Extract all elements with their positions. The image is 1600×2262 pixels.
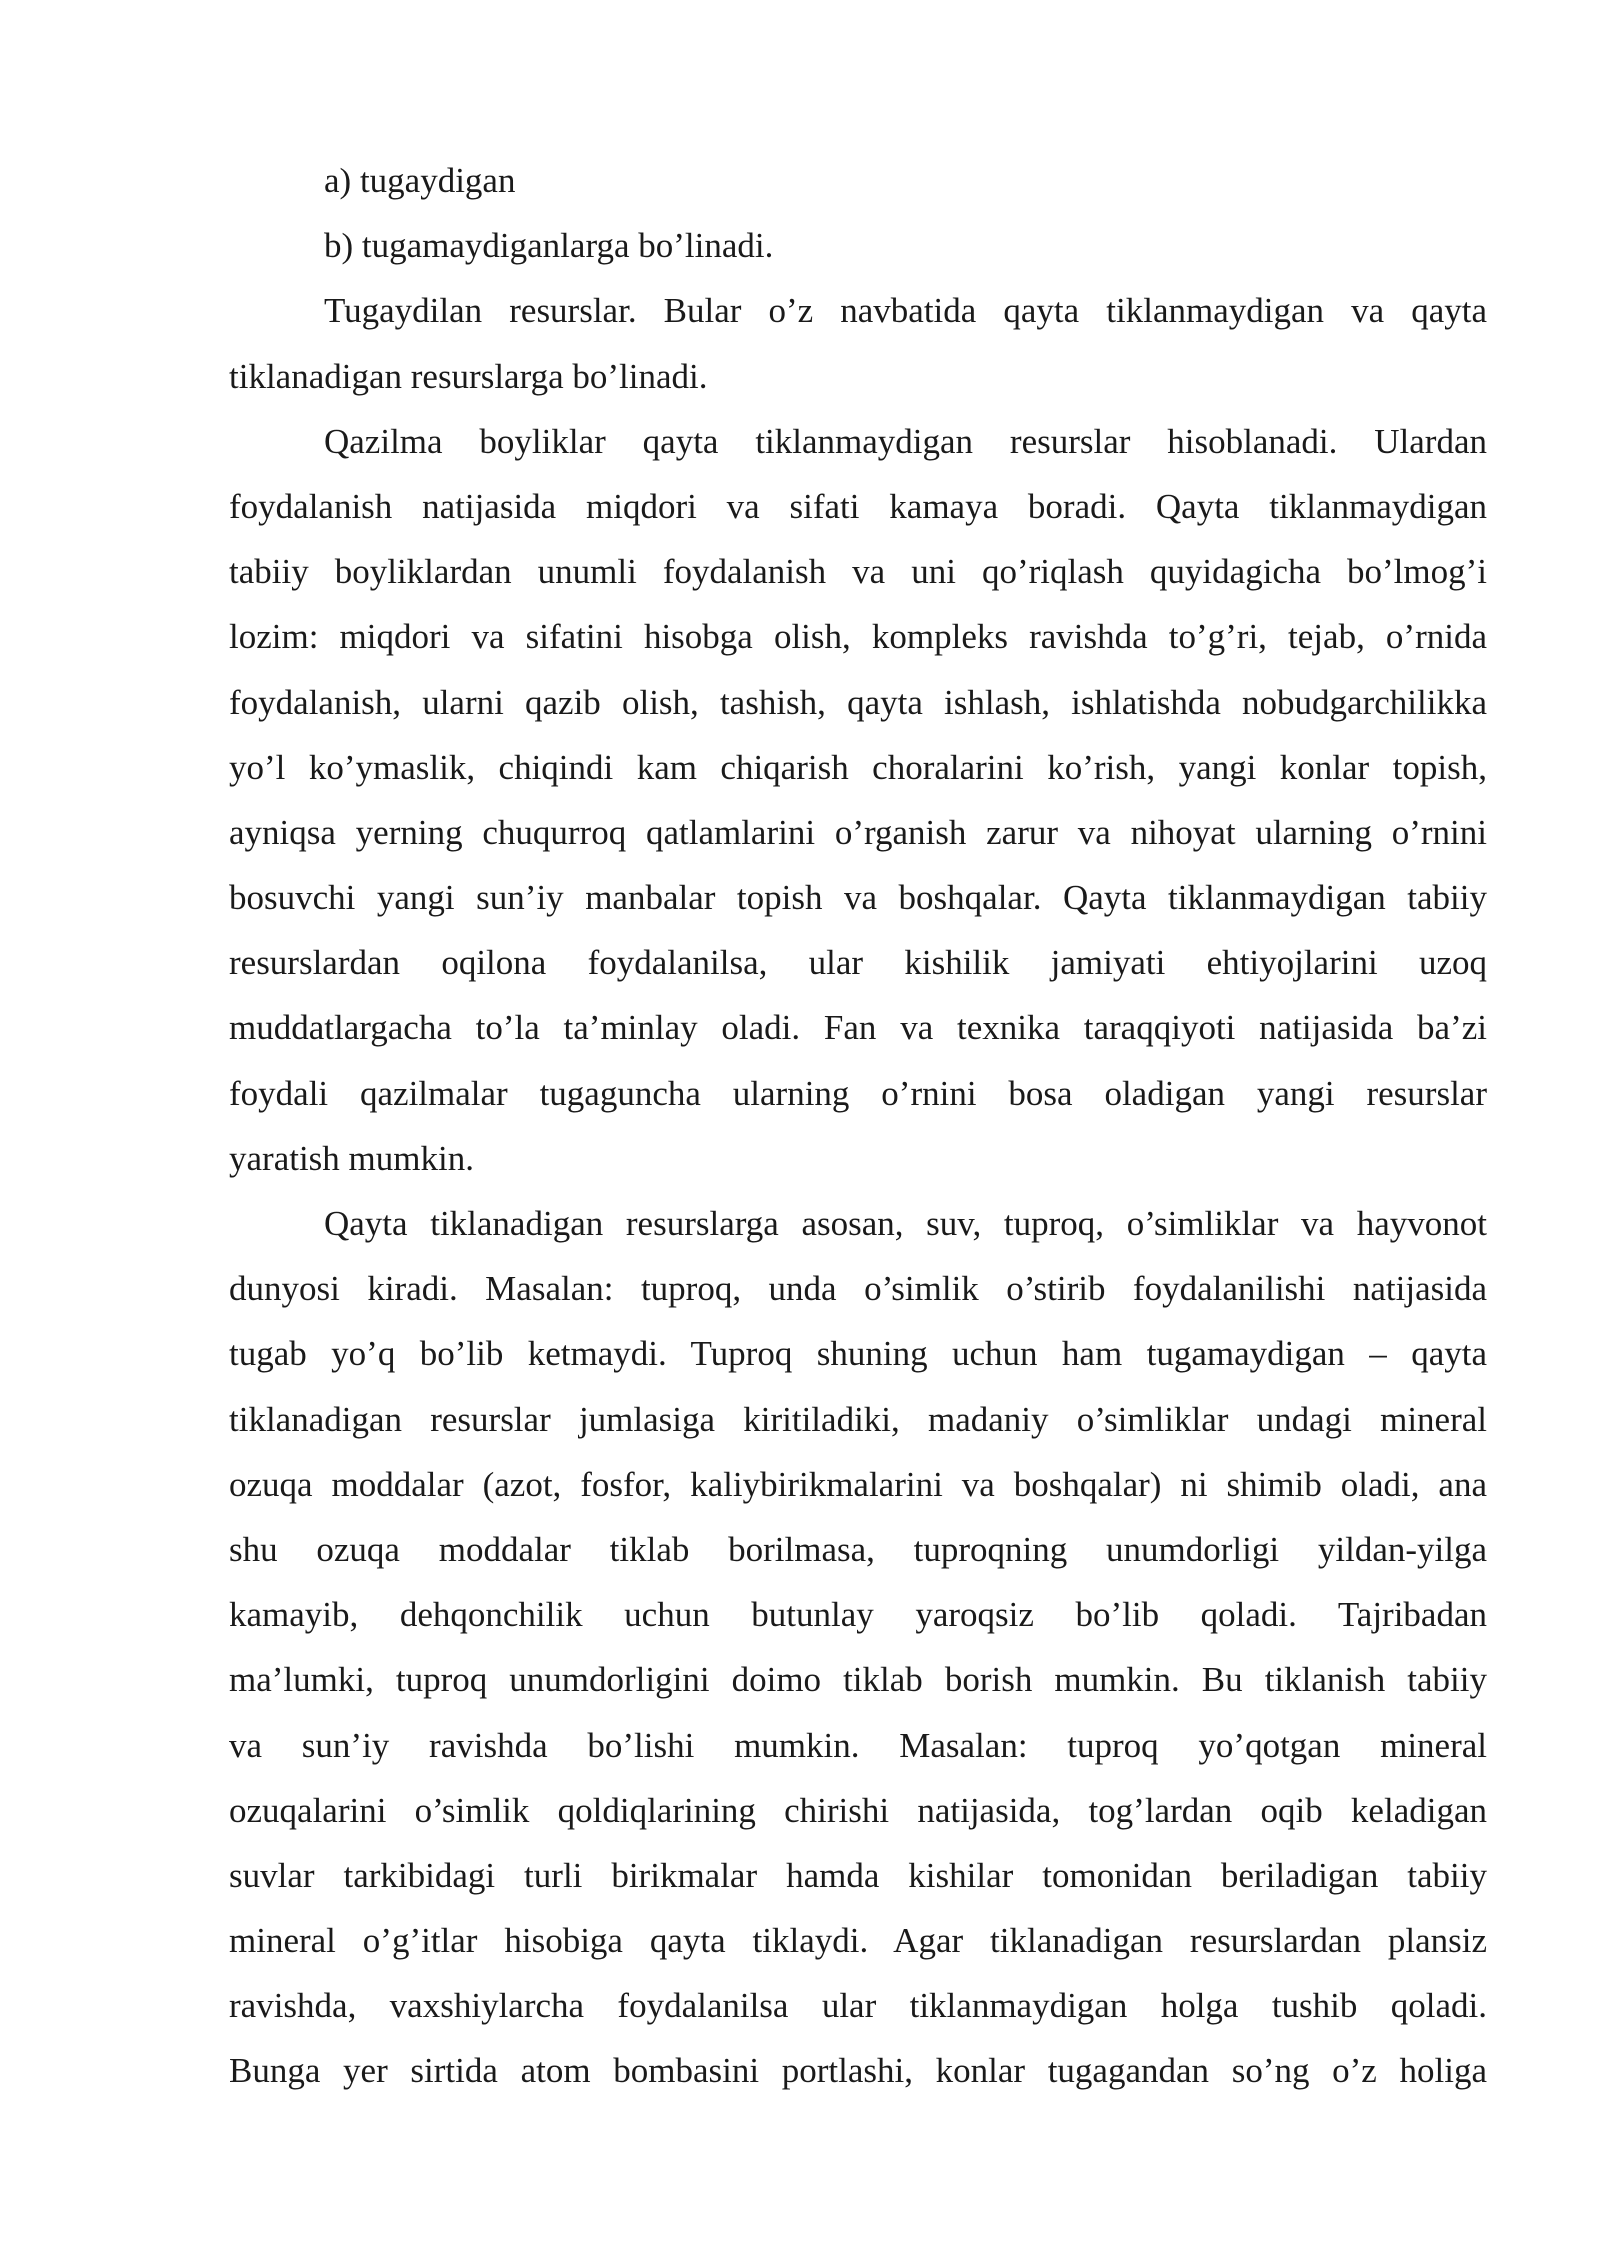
paragraph-line: foydalanish, ularni qazib olish, tashish, qayta ishlash, ishlatishda nobudgarchilikka: [229, 682, 1487, 722]
paragraph-line: lozim: miqdori va sifatini hisobga olish, kompleks ravishda to’g’ri, tejab, o’rnida: [229, 617, 1487, 657]
paragraph-line: resurslardan oqilona foydalanilsa, ular kishilik jamiyati ehtiyojlarini uzoq: [229, 943, 1487, 983]
paragraph-line: ozuqalarini o’simlik qoldiqlarining chirishi natijasida, tog’lardan oqib keladigan: [229, 1790, 1487, 1830]
paragraph-line: tiklanadigan resurslarga bo’linadi.: [229, 356, 708, 396]
paragraph-line: ravishda, vaxshiylarcha foydalanilsa ular tiklanmaydigan holga tushib qoladi.: [229, 1986, 1487, 2026]
paragraph-line: ayniqsa yerning chuqurroq qatlamlarini o’rganish zarur va nihoyat ularning o’rnini: [229, 812, 1487, 852]
paragraph-line: va sun’iy ravishda bo’lishi mumkin. Masalan: tuproq yo’qotgan mineral: [229, 1725, 1487, 1765]
paragraph-line: Qazilma boyliklar qayta tiklanmaydigan resurslar hisoblanadi. Ulardan: [324, 421, 1487, 461]
paragraph-line: tiklanadigan resurslar jumlasiga kiritiladiki, madaniy o’simliklar undagi mineral: [229, 1399, 1487, 1439]
paragraph-line: tabiiy boyliklardan unumli foydalanish va uni qo’riqlash quyidagicha bo’lmog’i: [229, 552, 1487, 592]
paragraph-line: foydalanish natijasida miqdori va sifati kamaya boradi. Qayta tiklanmaydigan: [229, 486, 1487, 526]
paragraph-line: Bunga yer sirtida atom bombasini portlashi, konlar tugagandan so’ng o’z holiga: [229, 2051, 1487, 2091]
paragraph-line: ma’lumki, tuproq unumdorligini doimo tiklab borish mumkin. Bu tiklanish tabiiy: [229, 1660, 1487, 1700]
paragraph-line: bosuvchi yangi sun’iy manbalar topish va boshqalar. Qayta tiklanmaydigan tabiiy: [229, 878, 1487, 918]
paragraph-line: shu ozuqa moddalar tiklab borilmasa, tuproqning unumdorligi yildan-yilga: [229, 1529, 1487, 1569]
paragraph-line: muddatlargacha to’la ta’minlay oladi. Fan va texnika taraqqiyoti natijasida ba’zi: [229, 1008, 1487, 1048]
paragraph-line: Qayta tiklanadigan resurslarga asosan, suv, tuproq, o’simliklar va hayvonot: [324, 1204, 1487, 1243]
paragraph-line: yaratish mumkin.: [229, 1138, 474, 1178]
paragraph-line: ozuqa moddalar (azot, fosfor, kaliybirikmalarini va boshqalar) ni shimib oladi, ana: [229, 1464, 1487, 1504]
document-page: [229, 148, 1487, 2104]
paragraph-line: foydali qazilmalar tugaguncha ularning o’rnini bosa oladigan yangi resurslar: [229, 1073, 1487, 1113]
paragraph-line: dunyosi kiradi. Masalan: tuproq, unda o’simlik o’stirib foydalanilishi natijasida: [229, 1269, 1487, 1309]
paragraph-line: kamayib, dehqonchilik uchun butunlay yaroqsiz bo’lib qoladi. Tajribadan: [229, 1595, 1487, 1635]
paragraph-line: suvlar tarkibidagi turli birikmalar hamda kishilar tomonidan beriladigan tabiiy: [229, 1855, 1487, 1895]
paragraph-line: Tugaydilan resurslar. Bular o’z navbatida qayta tiklanmaydigan va qayta: [324, 291, 1487, 331]
list-item-b: b) tugamaydiganlarga bo’linadi.: [324, 226, 774, 266]
paragraph-line: yo’l ko’ymaslik, chiqindi kam chiqarish choralarini ko’rish, yangi konlar topish,: [229, 747, 1487, 787]
paragraph-line: mineral o’g’itlar hisobiga qayta tiklaydi. Agar tiklanadigan resurslardan plansiz: [229, 1921, 1487, 1961]
paragraph-line: tugab yo’q bo’lib ketmaydi. Tuproq shuning uchun ham tugamaydigan – qayta: [229, 1334, 1487, 1374]
list-item-a: a) tugaydigan: [324, 161, 516, 200]
